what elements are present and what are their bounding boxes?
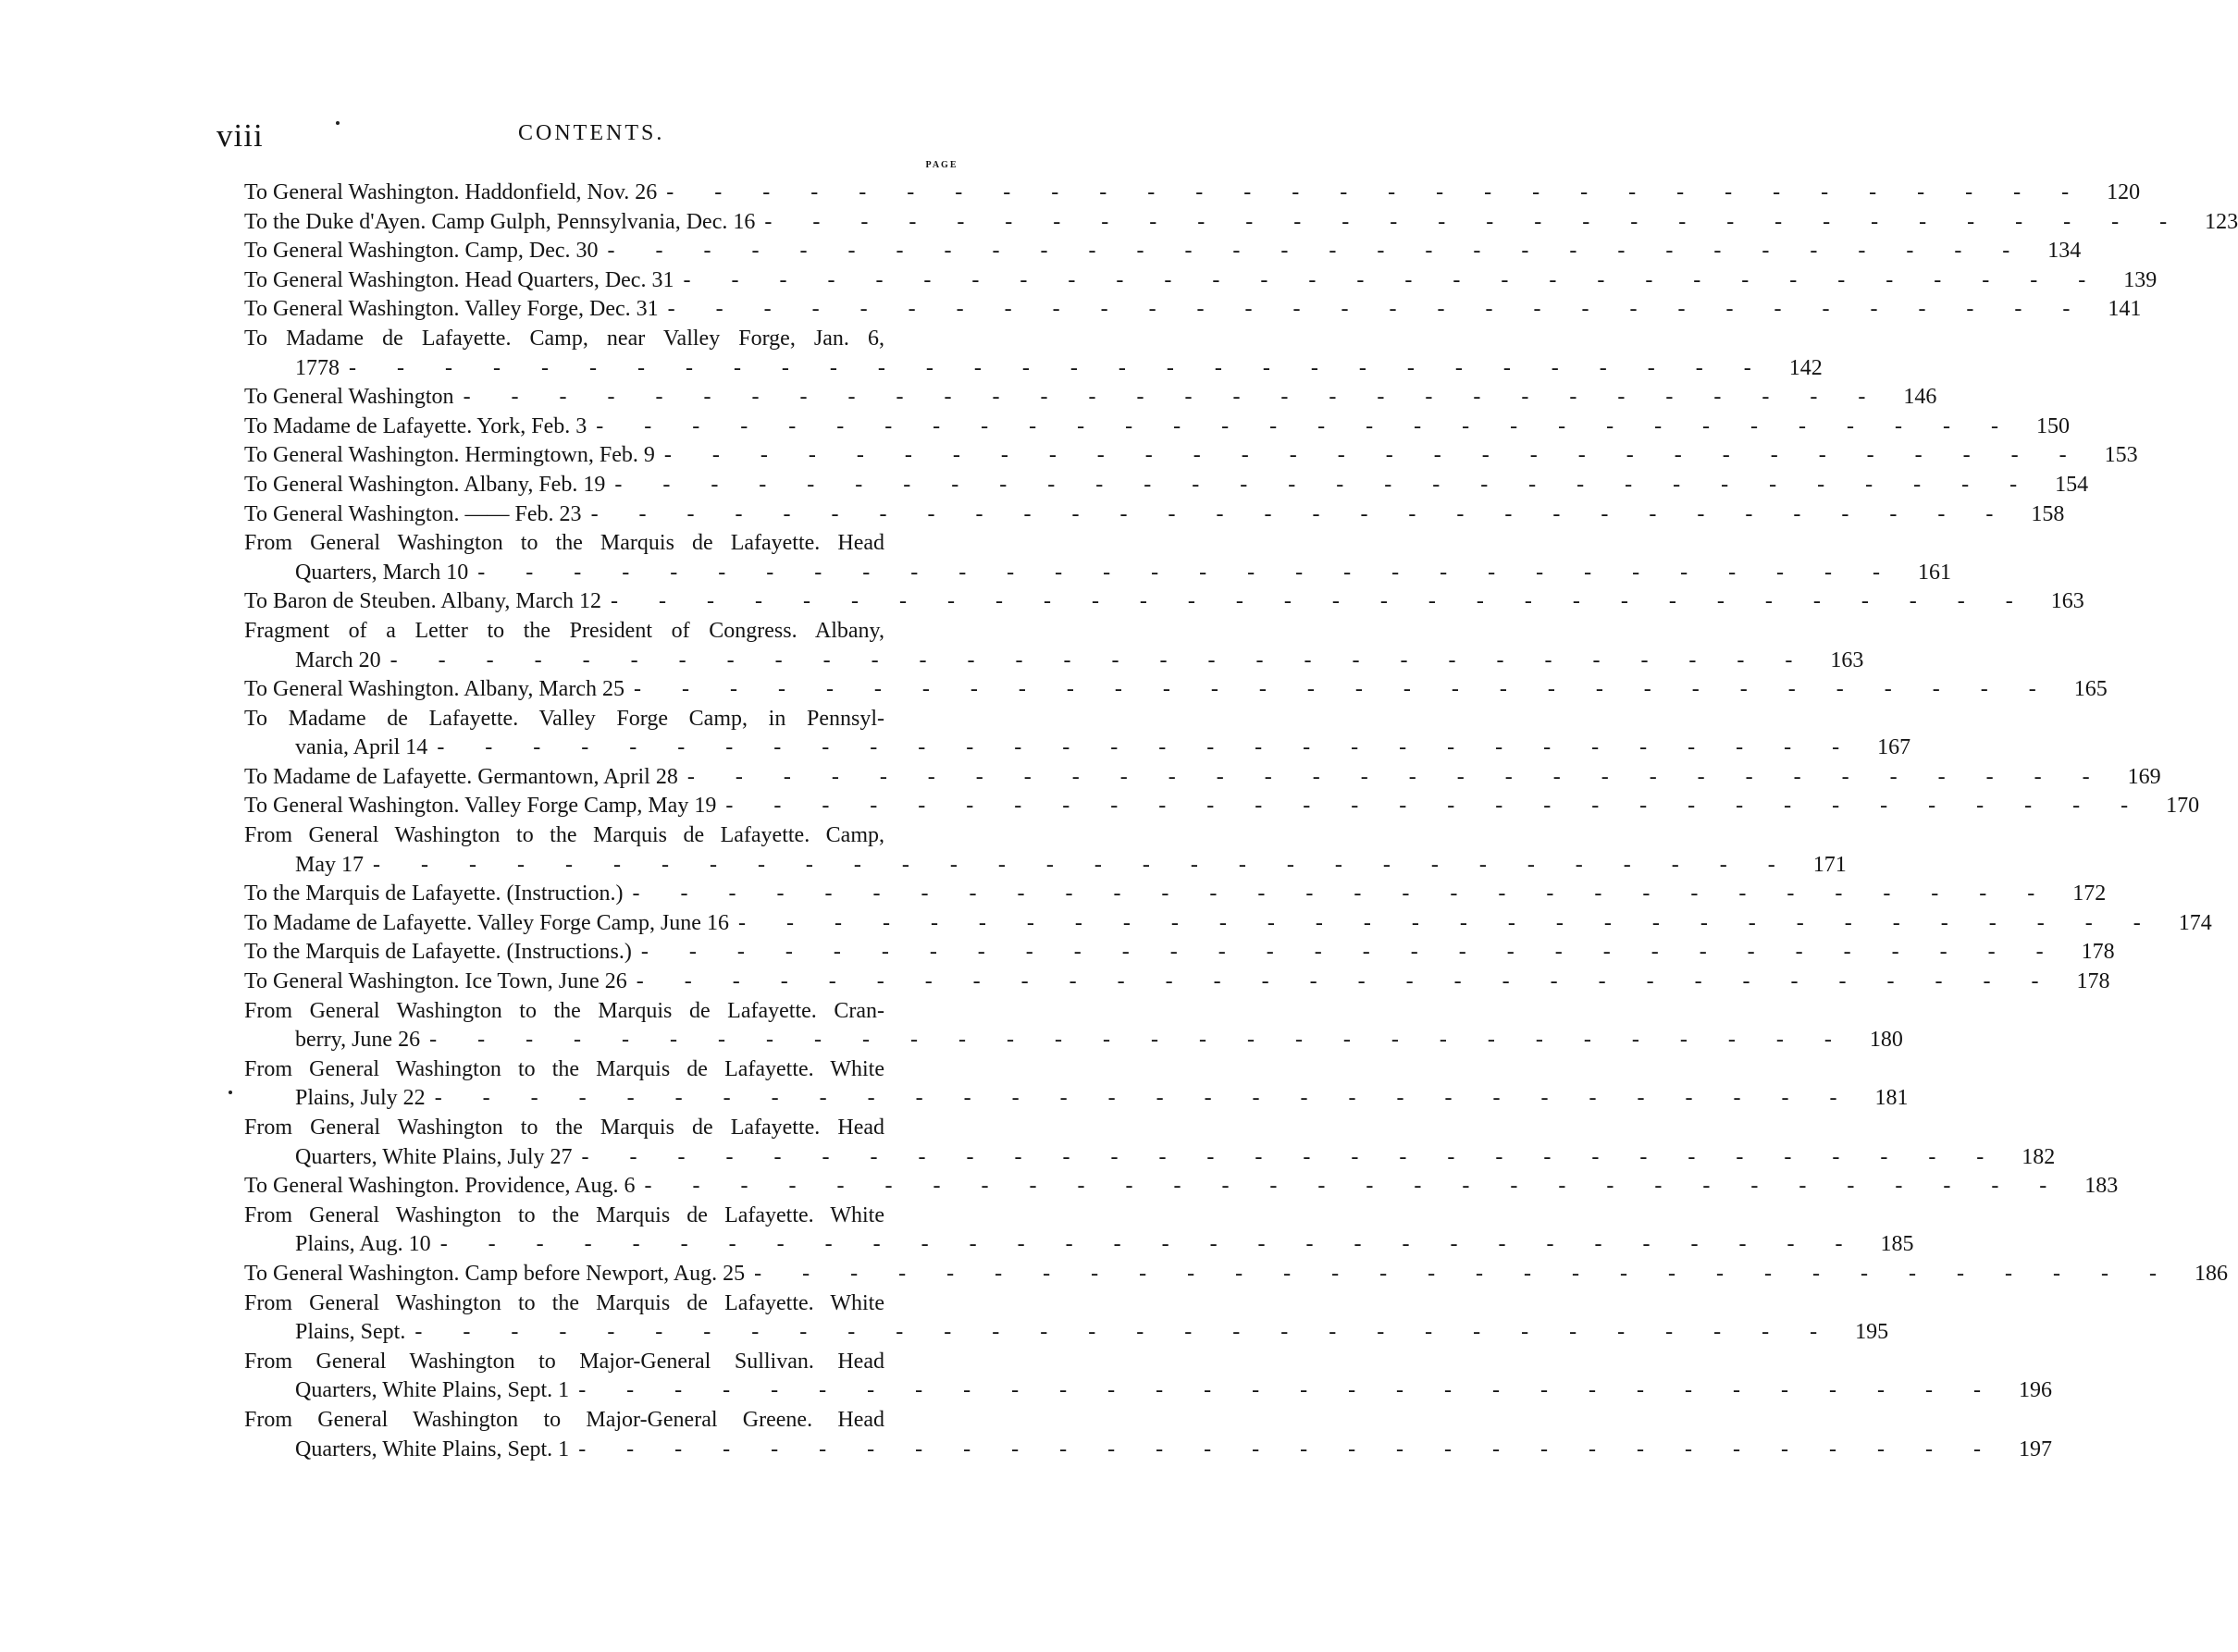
toc-entry-title-continued: Quarters, March 10 <box>295 560 469 585</box>
toc-page-number: 154 <box>2055 472 2089 497</box>
dot-leader: - - - - - - - - - - - - - - - - - - - - - - - - - - - - - - <box>373 852 1793 877</box>
toc-entry-title-continued: vania, April 14 <box>295 735 428 760</box>
dot-leader: - - - - - - - - - - - - - - - - - - - - - - - - - - - - - - <box>590 501 2011 526</box>
dot-leader: - - - - - - - - - - - - - - - - - - - - - - - - - - - - - - <box>607 239 2028 264</box>
toc-entry <box>244 325 1823 383</box>
dot-leader: - - - - - - - - - - - - - - - - - - - - - - - - - - - - - - <box>477 560 1898 585</box>
toc-entry-title: To Madame de Lafayette. York, Feb. 3 <box>244 413 587 438</box>
toc-entry-title: To General Washington. —— Feb. 23 <box>244 501 582 526</box>
toc-entry <box>244 1055 1909 1114</box>
toc-page-number: 182 <box>2022 1144 2056 1169</box>
toc-entry-title-continued: Quarters, White Plains, July 27 <box>295 1144 573 1169</box>
page-number: viii <box>216 117 264 154</box>
toc-entry <box>244 529 1952 587</box>
toc-page-number: 196 <box>2018 1378 2052 1403</box>
toc-entry-title: To General Washington. Valley Forge, Dec. 31 <box>244 297 659 322</box>
page-column-label: PAGE <box>925 160 958 170</box>
dot-leader: - - - - - - - - - - - - - - - - - - - - - - - - - - - - - - <box>640 940 2061 965</box>
toc-page-number: 172 <box>2072 881 2107 906</box>
dot-leader: - - - - - - - - - - - - - - - - - - - - - - - - - - - - - - <box>666 180 2087 204</box>
stray-ink-mark <box>336 121 340 125</box>
dot-leader: - - - - - - - - - - - - - - - - - - - - - - - - - - - - - - <box>764 209 2185 234</box>
toc-entry-title: To Madame de Lafayette. Valley Forge Camp, in Pennsyl- <box>244 706 884 731</box>
toc-entry-title-continued: March 20 <box>295 647 381 672</box>
toc-entry-title: From General Washington to Major-General Sullivan. Head <box>244 1349 884 1374</box>
toc-entry-title: To General Washington. Albany, March 25 <box>244 677 624 702</box>
toc-entry <box>244 763 2161 793</box>
toc-entry-title: To General Washington. Haddonfield, Nov. 26 <box>244 180 658 204</box>
toc-entry <box>244 1406 2052 1464</box>
toc-entry <box>244 997 1903 1055</box>
toc-page-number: 161 <box>1918 560 1952 585</box>
toc-entry <box>244 1172 2119 1202</box>
toc-page-number: 146 <box>1903 385 1937 410</box>
toc-entry-title-continued: Plains, Sept. <box>295 1320 406 1345</box>
toc-entry <box>244 266 2158 296</box>
toc-entry-title: To General Washington. Camp before Newport, Aug. 25 <box>244 1261 746 1286</box>
toc-entry-title: To General Washington. Ice Town, June 26 <box>244 969 627 994</box>
toc-entry-title: To General Washington. Valley Forge Camp, May 19 <box>244 794 717 819</box>
toc-entry-title-continued: Plains, Aug. 10 <box>295 1232 431 1257</box>
dot-leader: - - - - - - - - - - - - - - - - - - - - - - - - - - - - - - <box>632 881 2053 906</box>
toc-page-number: 169 <box>2127 764 2161 789</box>
toc-page-number: 185 <box>1880 1232 1914 1257</box>
toc-page-number: 165 <box>2073 677 2108 702</box>
toc-entry-title: To General Washington. Albany, Feb. 19 <box>244 472 606 497</box>
dot-leader: - - - - - - - - - - - - - - - - - - - - - - - - - - - - - - <box>437 735 1858 760</box>
toc-entry <box>244 938 2115 968</box>
toc-entry-title: To General Washington. Head Quarters, Dec. 31 <box>244 267 674 292</box>
toc-page-number: 163 <box>2050 589 2084 614</box>
toc-entry <box>244 705 1911 763</box>
toc-page-number: 197 <box>2018 1436 2052 1461</box>
toc-entry-title: From General Washington to the Marquis de Lafayette. Cran- <box>244 998 884 1023</box>
toc-entry-title: From General Washington to the Marquis de Lafayette. White <box>244 1056 884 1081</box>
toc-entry <box>244 968 2110 997</box>
contents-list <box>244 179 2238 1464</box>
toc-entry-title: To the Marquis de Lafayette. (Instruction.) <box>244 881 624 906</box>
toc-entry-title-continued: Quarters, White Plains, Sept. 1 <box>295 1378 570 1403</box>
toc-entry <box>244 792 2200 821</box>
toc-entry-title-continued: berry, June 26 <box>295 1028 421 1053</box>
dot-leader: - - - - - - - - - - - - - - - - - - - - - - - - - - - - - - <box>429 1028 1849 1053</box>
dot-leader: - - - - - - - - - - - - - - - - - - - - - - - - - - - - - - <box>463 385 1884 410</box>
toc-entry <box>244 295 2142 325</box>
stray-ink-mark <box>229 1091 232 1094</box>
toc-entry-title: From General Washington to the Marquis de Lafayette. White <box>244 1290 884 1315</box>
toc-entry-title: To General Washington. Providence, Aug. 6 <box>244 1174 636 1199</box>
dot-leader: - - - - - - - - - - - - - - - - - - - - - - - - - - - - - - <box>667 297 2088 322</box>
toc-page-number: 153 <box>2104 443 2138 468</box>
toc-entry-title-continued: May 17 <box>295 852 364 877</box>
toc-page-number: 180 <box>1869 1028 1903 1053</box>
dot-leader: - - - - - - - - - - - - - - - - - - - - - - - - - - - - - - <box>633 677 2054 702</box>
toc-entry-title-continued: Plains, July 22 <box>295 1086 426 1111</box>
toc-entry-title: To the Duke d'Ayen. Camp Gulph, Pennsylvania, Dec. 16 <box>244 209 756 234</box>
toc-page-number: 163 <box>1830 647 1864 672</box>
page-title: CONTENTS. <box>518 121 665 145</box>
toc-entry-title: From General Washington to the Marquis de Lafayette. White <box>244 1202 884 1227</box>
toc-page-number: 142 <box>1788 355 1823 380</box>
toc-page-number: 178 <box>2081 940 2115 965</box>
toc-page-number: 178 <box>2076 969 2110 994</box>
toc-entry-title: To General Washington <box>244 385 454 410</box>
dot-leader: - - - - - - - - - - - - - - - - - - - - - - - - - - - - - - <box>611 589 2031 614</box>
toc-page-number: 139 <box>2123 267 2158 292</box>
toc-entry-title: From General Washington to the Marquis de Lafayette. Head <box>244 531 884 556</box>
toc-page-number: 134 <box>2047 239 2082 264</box>
dot-leader: - - - - - - - - - - - - - - - - - - - - - - - - - - - - - - <box>725 794 2146 819</box>
toc-entry-title: From General Washington to the Marquis de Lafayette. Camp, <box>244 823 884 848</box>
dot-leader: - - - - - - - - - - - - - - - - - - - - - - - - - - - - - - <box>596 413 2016 438</box>
toc-page-number: 120 <box>2107 180 2141 204</box>
toc-entry-title-continued: 1778 <box>295 355 340 380</box>
toc-entry-title: To the Marquis de Lafayette. (Instructions.) <box>244 940 632 965</box>
dot-leader: - - - - - - - - - - - - - - - - - - - - - - - - - - - - - - <box>754 1261 2174 1286</box>
toc-entry-title: From General Washington to the Marquis de Lafayette. Head <box>244 1116 884 1140</box>
dot-leader: - - - - - - - - - - - - - - - - - - - - - - - - - - - - - - <box>389 647 1811 672</box>
toc-entry <box>244 1348 2052 1406</box>
toc-entry-title: To Madame de Lafayette. Camp, near Valley Forge, Jan. 6, <box>244 326 884 351</box>
toc-entry-title: To Madame de Lafayette. Valley Forge Camp, June 16 <box>244 910 729 935</box>
dot-leader: - - - - - - - - - - - - - - - - - - - - - - - - - - - - - - <box>644 1174 2065 1199</box>
toc-entry <box>244 1114 2056 1172</box>
dot-leader: - - - - - - - - - - - - - - - - - - - - - - - - - - - - - - <box>578 1378 1998 1403</box>
toc-entry <box>244 208 2238 238</box>
toc-entry <box>244 1289 1889 1348</box>
toc-entry <box>244 441 2138 471</box>
dot-leader: - - - - - - - - - - - - - - - - - - - - - - - - - - - - - - <box>414 1320 1836 1345</box>
toc-entry-title: Fragment of a Letter to the President of Congress. Albany, <box>244 618 884 643</box>
toc-page-number: 150 <box>2036 413 2070 438</box>
toc-page-number: 141 <box>2108 297 2142 322</box>
dot-leader: - - - - - - - - - - - - - - - - - - - - - - - - - - - - - - <box>349 355 1769 380</box>
dot-leader: - - - - - - - - - - - - - - - - - - - - - - - - - - - - - - <box>663 443 2084 468</box>
toc-entry <box>244 383 1937 413</box>
dot-leader: - - - - - - - - - - - - - - - - - - - - - - - - - - - - - - <box>434 1086 1855 1111</box>
toc-page-number: 123 <box>2205 209 2238 234</box>
toc-page-number: 181 <box>1874 1086 1909 1111</box>
toc-entry-title: To Madame de Lafayette. Germantown, April 28 <box>244 764 678 789</box>
toc-entry <box>244 617 1864 675</box>
toc-page-number: 195 <box>1855 1320 1889 1345</box>
toc-page-number: 171 <box>1812 852 1847 877</box>
dot-leader: - - - - - - - - - - - - - - - - - - - - - - - - - - - - - - <box>683 267 2104 292</box>
toc-entry-title: From General Washington to Major-General Greene. Head <box>244 1407 884 1432</box>
dot-leader: - - - - - - - - - - - - - - - - - - - - - - - - - - - - - - <box>439 1232 1861 1257</box>
toc-entry <box>244 237 2082 266</box>
toc-page-number: 183 <box>2084 1174 2119 1199</box>
dot-leader: - - - - - - - - - - - - - - - - - - - - - - - - - - - - - - <box>581 1144 2002 1169</box>
toc-page-number: 167 <box>1877 735 1911 760</box>
toc-page-number: 170 <box>2166 794 2200 819</box>
toc-entry <box>244 471 2089 500</box>
toc-entry-title: To General Washington. Camp, Dec. 30 <box>244 239 599 264</box>
dot-leader: - - - - - - - - - - - - - - - - - - - - - - - - - - - - - - <box>636 969 2057 994</box>
dot-leader: - - - - - - - - - - - - - - - - - - - - - - - - - - - - - - <box>614 472 2035 497</box>
toc-entry-title: To General Washington. Hermingtown, Feb. 9 <box>244 443 655 468</box>
toc-entry <box>244 500 2065 530</box>
dot-leader: - - - - - - - - - - - - - - - - - - - - - - - - - - - - - - <box>578 1436 1998 1461</box>
toc-entry <box>244 179 2141 208</box>
toc-entry <box>244 675 2108 705</box>
toc-entry <box>244 587 2084 617</box>
toc-page-number: 158 <box>2031 501 2065 526</box>
toc-entry <box>244 821 1847 880</box>
toc-entry <box>244 909 2212 939</box>
toc-entry <box>244 1202 1914 1260</box>
toc-page-number: 174 <box>2178 910 2212 935</box>
dot-leader: - - - - - - - - - - - - - - - - - - - - - - - - - - - - - - <box>737 910 2158 935</box>
toc-entry <box>244 880 2107 909</box>
toc-entry-title: To Baron de Steuben. Albany, March 12 <box>244 589 602 614</box>
toc-page-number: 186 <box>2194 1261 2228 1286</box>
toc-entry <box>244 1260 2228 1289</box>
dot-leader: - - - - - - - - - - - - - - - - - - - - - - - - - - - - - - <box>686 764 2108 789</box>
toc-entry <box>244 413 2070 442</box>
toc-entry-title-continued: Quarters, White Plains, Sept. 1 <box>295 1436 570 1461</box>
